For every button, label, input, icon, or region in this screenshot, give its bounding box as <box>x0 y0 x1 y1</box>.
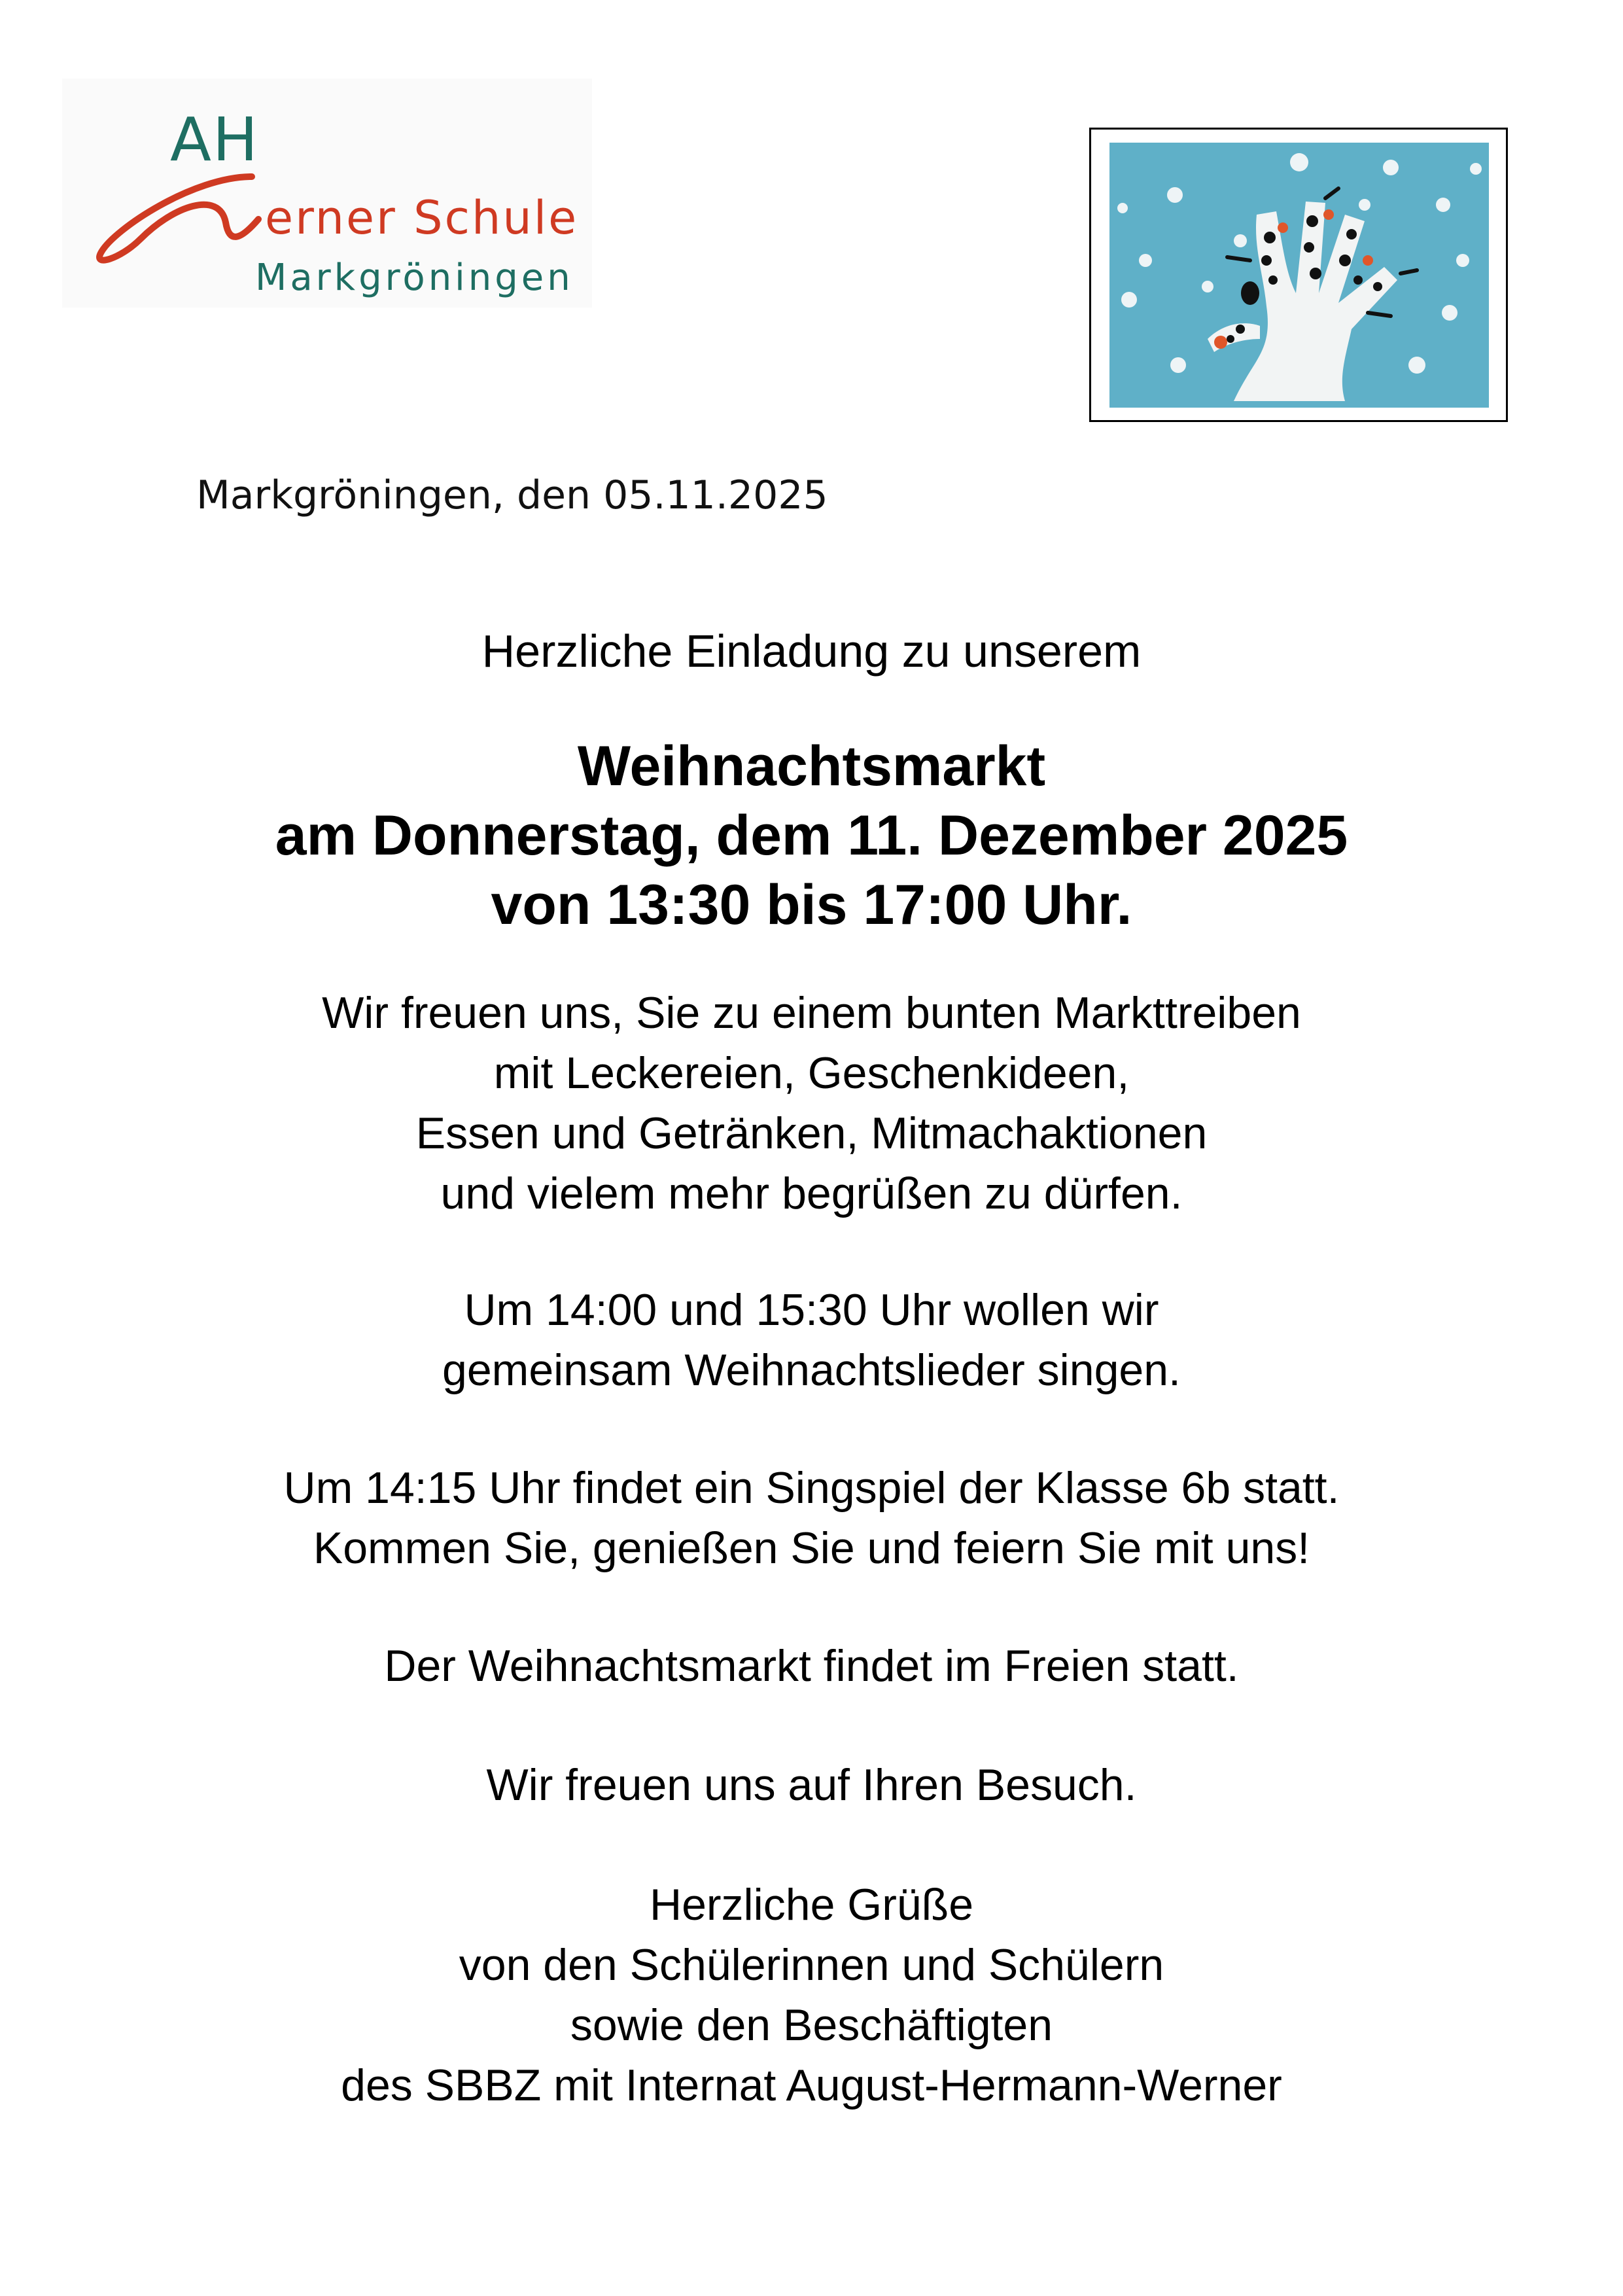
letter-date: Markgröningen, den 05.11.2025 <box>196 472 828 518</box>
invitation-intro: Herzliche Einladung zu unserem <box>481 626 1142 677</box>
handprint-artwork-photo <box>1089 128 1508 422</box>
text-line: Um 14:15 Uhr findet ein Singspiel der Klasse 6b statt. <box>283 1463 1340 1513</box>
text-line: Essen und Getränken, Mitmachaktionen <box>415 1108 1208 1158</box>
event-time: von 13:30 bis 17:00 Uhr. <box>491 874 1132 936</box>
paragraph-outdoor <box>0 1636 1623 1696</box>
text-line: Um 14:00 und 15:30 Uhr wollen wir <box>464 1285 1159 1335</box>
text-line: mit Leckereien, Geschenkideen, <box>493 1048 1130 1098</box>
text-line: Kommen Sie, genießen Sie und feiern Sie mit uns! <box>313 1523 1310 1573</box>
event-date: am Donnerstag, dem 11. Dezember 2025 <box>275 804 1348 867</box>
text-line: Wir freuen uns, Sie zu einem bunten Markttreiben <box>322 988 1301 1038</box>
paragraph-singspiel <box>0 1458 1623 1578</box>
text-line: von den Schülerinnen und Schülern <box>459 1940 1164 1990</box>
text-line: Der Weihnachtsmarkt findet im Freien statt. <box>384 1641 1239 1691</box>
handprint-snowman-tree-icon <box>1109 143 1489 408</box>
text-line: Wir freuen uns auf Ihren Besuch. <box>486 1760 1137 1810</box>
text-line: gemeinsam Weihnachtslieder singen. <box>442 1345 1181 1395</box>
text-line: Herzliche Grüße <box>649 1880 974 1930</box>
paragraph-welcome <box>0 983 1623 1224</box>
paragraph-singing <box>0 1280 1623 1400</box>
closing-signature <box>0 1875 1623 2115</box>
event-title: Weihnachtsmarkt <box>577 735 1046 798</box>
text-line: sowie den Beschäftigten <box>570 2000 1053 2050</box>
school-logo <box>62 79 592 308</box>
text-line: des SBBZ mit Internat August-Hermann-Werner <box>341 2060 1282 2110</box>
logo-initials: AH <box>170 105 260 175</box>
text-line: und vielem mehr begrüßen zu dürfen. <box>440 1169 1183 1218</box>
logo-school-name: erner Schule <box>265 191 579 245</box>
paragraph-visit <box>0 1755 1623 1815</box>
event-headline <box>0 732 1623 940</box>
logo-town: Markgröningen <box>255 256 574 299</box>
